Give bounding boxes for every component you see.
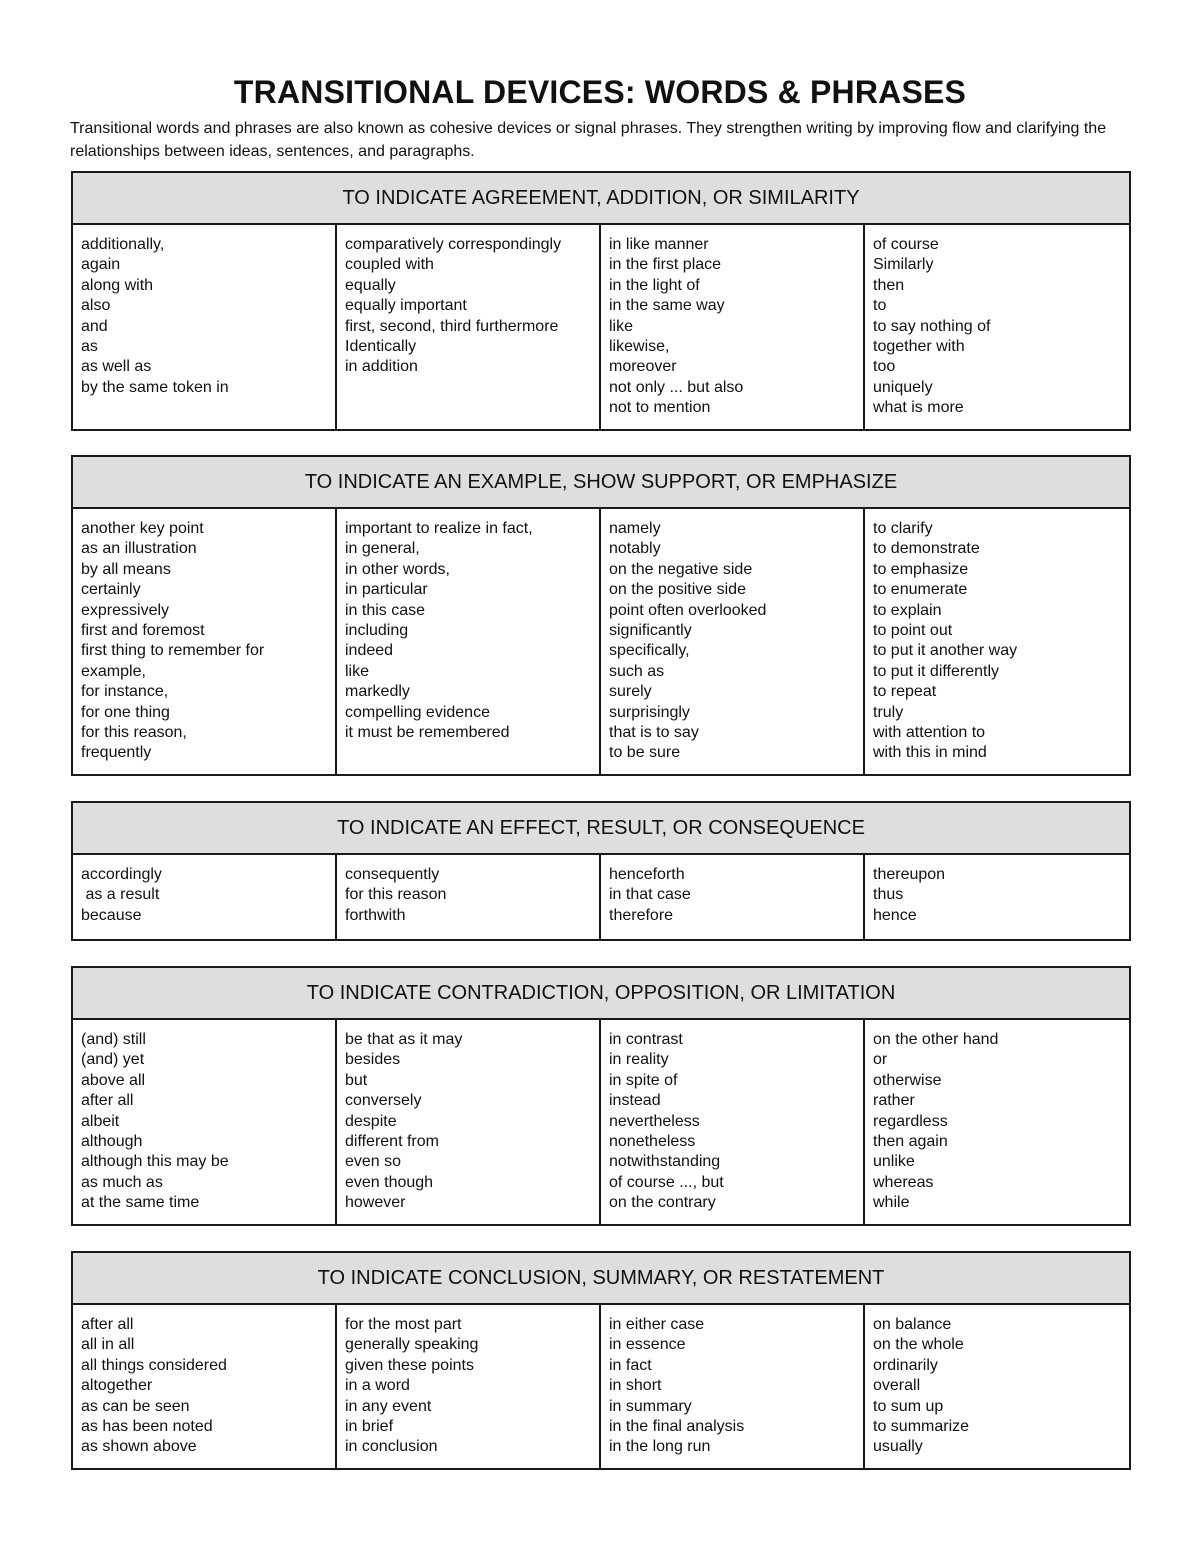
phrase-item: or: [873, 1051, 888, 1069]
intro-paragraph: Transitional words and phrases are also known as cohesive devices or signal phrases. They strengthen writing by improving flow and clarifying the relationships between ideas, sentences, and paragraphs.: [70, 120, 1107, 160]
phrase-item: in the same way: [609, 297, 725, 315]
phrase-item: that is to say: [609, 724, 699, 742]
phrase-item: usually: [873, 1438, 923, 1456]
phrase-item: altogether: [81, 1377, 153, 1395]
phrase-column: [865, 1020, 1129, 1224]
phrase-item: significantly: [609, 622, 692, 640]
phrase-item: first thing to remember for example,: [81, 642, 269, 680]
phrase-item: then again: [873, 1133, 948, 1151]
phrase-column: [73, 1020, 337, 1224]
phrase-item: after all: [81, 1316, 134, 1333]
phrase-item: in a word: [345, 1377, 410, 1395]
phrase-item: to say nothing of: [873, 317, 991, 335]
phrase-item: as can be seen: [81, 1397, 190, 1415]
phrase-item: for this reason: [345, 886, 447, 904]
phrase-item: on the negative side: [609, 560, 753, 578]
phrase-item: in spite of: [609, 1071, 678, 1089]
phrase-column: [601, 1305, 865, 1468]
phrase-item: of course ..., but: [609, 1173, 724, 1191]
phrase-column: [337, 225, 601, 429]
phrase-item: besides: [345, 1051, 401, 1069]
phrase-item: to emphasize: [873, 560, 969, 578]
phrase-item: compelling evidence: [345, 703, 490, 721]
phrase-item: along with: [81, 276, 154, 294]
phrase-item: (and) yet: [81, 1051, 145, 1069]
phrase-item: otherwise: [873, 1071, 942, 1089]
phrase-column: [865, 509, 1129, 774]
phrase-column: [601, 225, 865, 429]
phrase-column: [73, 1305, 337, 1468]
section-heading: TO INDICATE CONTRADICTION, OPPOSITION, OR LIMITATION: [73, 968, 1129, 1020]
section-heading: TO INDICATE AGREEMENT, ADDITION, OR SIMILARITY: [73, 173, 1129, 225]
phrase-item: comparatively correspondingly: [345, 236, 562, 253]
phrase-item: and: [81, 317, 108, 335]
phrase-item: hence: [873, 906, 917, 924]
phrase-item: for one thing: [81, 703, 170, 721]
phrase-item: to be sure: [609, 744, 681, 762]
phrase-item: conversely: [345, 1092, 422, 1110]
phrase-item: all things considered: [81, 1356, 227, 1374]
phrase-item: in fact: [609, 1356, 652, 1374]
phrase-item: again: [81, 256, 121, 274]
phrase-item: including: [345, 622, 409, 640]
phrase-item: to: [873, 297, 887, 315]
phrase-item: to enumerate: [873, 581, 968, 599]
phrase-item: it must be remembered: [345, 724, 510, 742]
phrase-item: in the final analysis: [609, 1418, 745, 1436]
phrase-item: important to realize in fact,: [345, 520, 533, 537]
phrase-item: in the first place: [609, 256, 722, 274]
phrase-item: in contrast: [609, 1031, 683, 1048]
page-title: TRANSITIONAL DEVICES: WORDS & PHRASES: [233, 74, 967, 110]
section-conclusion: [71, 1251, 1131, 1470]
phrase-item: equally important: [345, 297, 467, 315]
phrase-item: in general,: [345, 540, 420, 558]
phrase-column: [337, 509, 601, 774]
phrase-item: after all: [81, 1092, 134, 1110]
section-columns: [73, 509, 1129, 774]
phrase-item: in summary: [609, 1397, 692, 1415]
section-heading: TO INDICATE CONCLUSION, SUMMARY, OR RESTATEMENT: [73, 1253, 1129, 1305]
phrase-item: to demonstrate: [873, 540, 980, 558]
phrase-item: at the same time: [81, 1194, 200, 1212]
phrase-item: as well as: [81, 358, 152, 376]
phrase-item: as a result: [81, 886, 160, 904]
phrase-item: frequently: [81, 744, 152, 762]
phrase-item: as shown above: [81, 1438, 197, 1456]
phrase-item: above all: [81, 1071, 146, 1089]
phrase-item: surprisingly: [609, 703, 690, 721]
phrase-item: like: [345, 662, 370, 680]
phrase-item: as has been noted: [81, 1418, 213, 1436]
phrase-item: albeit: [81, 1112, 120, 1130]
phrase-item: accordingly: [81, 866, 162, 883]
phrase-item: in brief: [345, 1418, 394, 1436]
phrase-column: [337, 855, 601, 939]
phrase-item: to sum up: [873, 1397, 944, 1415]
phrase-item: whereas: [873, 1173, 934, 1191]
phrase-item: instead: [609, 1092, 661, 1110]
phrase-item: for the most part: [345, 1316, 462, 1333]
phrase-item: in like manner: [609, 236, 709, 253]
phrase-item: in the long run: [609, 1438, 711, 1456]
phrase-item: as an illustration: [81, 540, 197, 558]
phrase-item: likewise,: [609, 338, 670, 356]
phrase-item: markedly: [345, 683, 410, 701]
phrase-item: by the same token in: [81, 378, 229, 396]
section-columns: [73, 225, 1129, 429]
phrase-item: with attention to: [873, 724, 986, 742]
section-effect: [71, 801, 1131, 941]
phrase-item: therefore: [609, 906, 674, 924]
phrase-item: although this may be: [81, 1153, 229, 1171]
phrase-item: to repeat: [873, 683, 937, 701]
phrase-item: in the light of: [609, 276, 700, 294]
phrase-column: [865, 855, 1129, 939]
section-columns: [73, 1020, 1129, 1224]
phrase-item: for this reason,: [81, 724, 187, 742]
section-heading: TO INDICATE AN EFFECT, RESULT, OR CONSEQUENCE: [73, 803, 1129, 855]
phrase-item: (and) still: [81, 1031, 146, 1048]
phrase-item: consequently: [345, 866, 440, 883]
phrase-item: forthwith: [345, 906, 406, 924]
phrase-item: first, second, third furthermore: [345, 317, 559, 335]
phrase-item: coupled with: [345, 256, 434, 274]
phrase-item: not only ... but also: [609, 378, 744, 396]
phrase-item: first and foremost: [81, 622, 205, 640]
phrase-item: as: [81, 338, 98, 356]
phrase-item: certainly: [81, 581, 141, 599]
phrase-item: by all means: [81, 560, 171, 578]
phrase-item: unlike: [873, 1153, 915, 1171]
phrase-item: as much as: [81, 1173, 163, 1191]
phrase-item: although: [81, 1133, 143, 1151]
phrase-item: surely: [609, 683, 652, 701]
section-example: [71, 455, 1131, 776]
phrase-item: in reality: [609, 1051, 669, 1069]
phrase-item: equally: [345, 276, 396, 294]
phrase-item: in short: [609, 1377, 662, 1395]
phrase-item: additionally,: [81, 236, 165, 253]
phrase-column: [601, 509, 865, 774]
section-agreement: [71, 171, 1131, 431]
phrase-column: [73, 225, 337, 429]
phrase-item: moreover: [609, 358, 677, 376]
phrase-item: despite: [345, 1112, 397, 1130]
phrase-item: on the whole: [873, 1336, 964, 1354]
phrase-item: indeed: [345, 642, 394, 660]
phrase-item: notwithstanding: [609, 1153, 721, 1171]
section-columns: [73, 1305, 1129, 1468]
phrase-item: expressively: [81, 601, 170, 619]
phrase-item: ordinarily: [873, 1356, 938, 1374]
section-heading: TO INDICATE AN EXAMPLE, SHOW SUPPORT, OR EMPHASIZE: [73, 457, 1129, 509]
phrase-item: in essence: [609, 1336, 686, 1354]
phrase-item: while: [873, 1194, 910, 1212]
section-contradiction: [71, 966, 1131, 1226]
phrase-column: [865, 225, 1129, 429]
phrase-item: in other words,: [345, 560, 450, 578]
phrase-item: to summarize: [873, 1418, 970, 1436]
phrase-item: to explain: [873, 601, 942, 619]
phrase-item: on the other hand: [873, 1031, 999, 1048]
phrase-item: what is more: [873, 399, 964, 417]
phrase-item: specifically,: [609, 642, 690, 660]
phrase-item: too: [873, 358, 896, 376]
phrase-item: together with: [873, 338, 965, 356]
phrase-item: in particular: [345, 581, 428, 599]
phrase-item: such as: [609, 662, 665, 680]
phrase-item: notably: [609, 540, 661, 558]
phrase-item: regardless: [873, 1112, 948, 1130]
phrase-item: to point out: [873, 622, 953, 640]
phrase-item: on the contrary: [609, 1194, 716, 1212]
phrase-item: but: [345, 1071, 368, 1089]
phrase-item: nonetheless: [609, 1133, 696, 1151]
phrase-item: for instance,: [81, 683, 169, 701]
phrase-item: to clarify: [873, 520, 933, 537]
phrase-column: [73, 509, 337, 774]
phrase-item: in either case: [609, 1316, 705, 1333]
phrase-item: even though: [345, 1173, 434, 1191]
phrase-item: given these points: [345, 1356, 474, 1374]
phrase-item: rather: [873, 1092, 915, 1110]
phrase-item: in addition: [345, 358, 418, 376]
phrase-item: be that as it may: [345, 1031, 463, 1048]
phrase-column: [601, 1020, 865, 1224]
phrase-column: [601, 855, 865, 939]
phrase-item: in this case: [345, 601, 426, 619]
phrase-item: in any event: [345, 1397, 432, 1415]
phrase-item: overall: [873, 1377, 921, 1395]
phrase-item: henceforth: [609, 866, 685, 883]
phrase-item: namely: [609, 520, 661, 537]
phrase-column: [337, 1305, 601, 1468]
phrase-item: another key point: [81, 520, 204, 537]
phrase-item: in conclusion: [345, 1438, 438, 1456]
phrase-item: on balance: [873, 1316, 952, 1333]
phrase-item: then: [873, 276, 905, 294]
phrase-item: generally speaking: [345, 1336, 479, 1354]
section-columns: [73, 855, 1129, 939]
phrase-column: [73, 855, 337, 939]
phrase-item: all in all: [81, 1336, 135, 1354]
phrase-item: also: [81, 297, 111, 315]
phrase-column: [337, 1020, 601, 1224]
phrase-column: [865, 1305, 1129, 1468]
phrase-item: of course: [873, 236, 939, 253]
phrase-item: with this in mind: [873, 744, 987, 762]
phrase-item: because: [81, 906, 142, 924]
phrase-item: nevertheless: [609, 1112, 700, 1130]
phrase-item: Similarly: [873, 256, 934, 274]
phrase-item: on the positive side: [609, 581, 746, 599]
phrase-item: to put it differently: [873, 662, 999, 680]
phrase-item: point often overlooked: [609, 601, 767, 619]
phrase-item: uniquely: [873, 378, 933, 396]
phrase-item: truly: [873, 703, 904, 721]
phrase-item: thus: [873, 886, 904, 904]
phrase-item: like: [609, 317, 634, 335]
phrase-item: thereupon: [873, 866, 946, 883]
phrase-item: in that case: [609, 886, 691, 904]
phrase-item: not to mention: [609, 399, 711, 417]
phrase-item: different from: [345, 1133, 439, 1151]
phrase-item: Identically: [345, 338, 417, 356]
phrase-item: however: [345, 1194, 406, 1212]
phrase-item: to put it another way: [873, 642, 1018, 660]
phrase-item: even so: [345, 1153, 402, 1171]
